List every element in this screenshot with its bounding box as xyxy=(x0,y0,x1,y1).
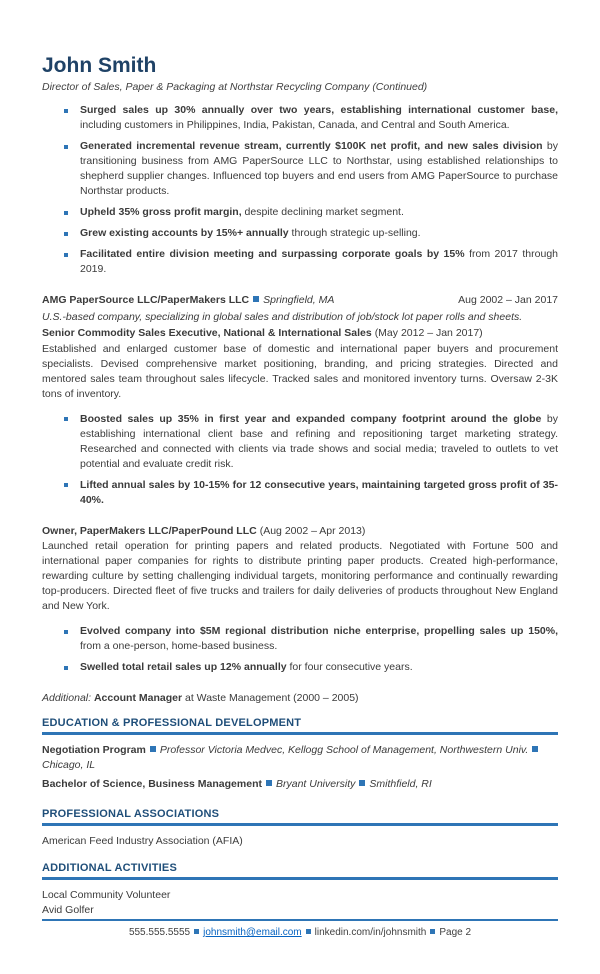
separator-square-icon xyxy=(194,929,199,934)
section-associations xyxy=(42,808,558,849)
role-summary: Launched retail operation for printing papers and related products. Negotiated with Fortune 500 and international paper companies for rights to distribute printing paper products. Created high-performance, rewarding culture by setting challenging individual targets, monitoring performance and continually rewarding top-producers. Directed fleet of five trucks and trailers for daily deliveries of products throughout New England and New York. xyxy=(42,540,558,613)
section-activities xyxy=(42,862,558,919)
separator-square-icon xyxy=(150,746,156,752)
bullet-rest: from 2017 through 2019. xyxy=(80,248,558,276)
bullet-rest: for four consecutive years. xyxy=(289,661,413,674)
edu-detail: Professor Victoria Medvec, Kellogg School of Management, Northwestern Univ. xyxy=(159,743,529,756)
role-title-line xyxy=(42,325,558,342)
company-header xyxy=(42,292,558,309)
footer-contact-line xyxy=(42,927,558,938)
bullet-lead: Evolved company into $5M regional distribution niche enterprise, propelling sales up 150%, xyxy=(80,625,558,638)
role-bullet-list xyxy=(42,624,558,675)
footer-page-number: Page 2 xyxy=(439,927,472,939)
section-title-activities: ADDITIONAL ACTIVITIES xyxy=(42,862,177,875)
additional-note xyxy=(42,692,558,704)
bullet-item xyxy=(42,205,558,220)
continued-bullet-list xyxy=(42,103,558,283)
bullet-lead: Upheld 35% gross profit margin, xyxy=(80,206,242,219)
bullet-rest: by transitioning business from AMG PaperSource LLC to Northstar, using established relationships to shepherd supplier changes. Influenced top buyers and end users from AMG PaperSource to purchase Northstar products. xyxy=(80,140,558,198)
additional-label: Additional: xyxy=(42,692,92,705)
activity-item: Avid Golfer xyxy=(42,904,94,917)
bullet-lead: Facilitated entire division meeting and surpassing corporate goals by 15% xyxy=(80,248,465,261)
company-dates: Aug 2002 – Jan 2017 xyxy=(458,294,558,307)
owner-role-block xyxy=(42,523,558,682)
bullet-item xyxy=(42,247,558,277)
bullet-item xyxy=(42,226,558,241)
bullet-item xyxy=(42,624,558,654)
role-subtitle: Director of Sales, Paper & Packaging at Northstar Recycling Company (Continued) xyxy=(42,81,428,94)
association-item: American Feed Industry Association (AFIA) xyxy=(42,834,243,847)
company-name: AMG PaperSource LLC/PaperMakers LLC xyxy=(42,294,250,307)
education-items xyxy=(42,743,558,793)
bullet-lead: Surged sales up 30% annually over two years, establishing international customer base, xyxy=(80,104,558,117)
bullet-item xyxy=(42,139,558,199)
role-summary: Established and enlarged customer base of domestic and international paper buyers and procurement specialists. Devised comprehensive market positioning, branding, and pricing strategies. Directed and mentored sales team throughout sales lifecycle. Tracked sales and monitored inventory turns. Oversaw 2-3K tons of inventory. xyxy=(42,342,558,400)
company-description: U.S.-based company, specializing in global sales and distribution of job/stock lot paper rolls and sheets. xyxy=(42,310,523,323)
edu-program: Bachelor of Science, Business Management xyxy=(42,777,262,790)
bullet-rest: including customers in Philippines, India, Pakistan, Canada, and Central and South America. xyxy=(80,119,510,132)
separator-square-icon xyxy=(306,929,311,934)
bullet-item xyxy=(42,412,558,472)
edu-location: Smithfield, RI xyxy=(369,777,432,790)
edu-detail: Bryant University xyxy=(276,777,356,790)
separator-square-icon xyxy=(532,746,538,752)
separator-square-icon xyxy=(430,929,435,934)
bullet-item xyxy=(42,103,558,133)
separator-square-icon xyxy=(253,296,259,302)
bullet-item xyxy=(42,660,558,675)
bullet-lead: Grew existing accounts by 15%+ annually xyxy=(80,227,289,240)
role-title-line xyxy=(42,523,558,540)
section-title-associations: PROFESSIONAL ASSOCIATIONS xyxy=(42,808,220,821)
page-title: John Smith xyxy=(42,54,157,77)
bullet-item xyxy=(42,478,558,508)
role-dates: (Aug 2002 – Apr 2013) xyxy=(259,524,366,537)
section-education xyxy=(42,717,558,795)
bullet-rest: from a one-person, home-based business. xyxy=(80,640,278,653)
edu-location: Chicago, IL xyxy=(42,759,96,772)
bullet-lead: Swelled total retail sales up 12% annually xyxy=(80,661,287,674)
company-name-location xyxy=(42,292,334,309)
education-item xyxy=(42,777,558,793)
bullet-rest: by establishing international client base and refining and repositioning target marketing strategy. Researched and connected with clients via trade shows and social media; traveled to outlets to vet potential and evaluate credit risk. xyxy=(80,412,558,470)
role-title: Senior Commodity Sales Executive, National & International Sales xyxy=(42,327,372,340)
role-title: Owner, PaperMakers LLC/PaperPound LLC xyxy=(42,524,257,537)
section-title-education: EDUCATION & PROFESSIONAL DEVELOPMENT xyxy=(42,717,302,730)
section-rule xyxy=(42,877,558,880)
bullet-rest: despite declining market segment. xyxy=(244,206,404,219)
role-bullet-list xyxy=(42,412,558,508)
bullet-lead: Generated incremental revenue stream, currently $100K net profit, and new sales division xyxy=(80,140,543,153)
additional-rest: at Waste Management (2000 – 2005) xyxy=(185,692,359,705)
company-location: Springfield, MA xyxy=(263,294,335,307)
education-item xyxy=(42,743,558,774)
separator-square-icon xyxy=(266,780,272,786)
section-rule xyxy=(42,732,558,735)
bullet-lead: Lifted annual sales by 10-15% for 12 consecutive years, maintaining targeted gross profit of 35-40%. xyxy=(80,478,558,506)
footer-phone: 555.555.5555 xyxy=(128,927,191,939)
footer-rule xyxy=(42,919,558,922)
edu-program: Negotiation Program xyxy=(42,743,146,756)
additional-role: Account Manager xyxy=(93,692,183,705)
section-rule xyxy=(42,823,558,826)
company-block xyxy=(42,292,558,514)
separator-square-icon xyxy=(359,780,365,786)
bullet-lead: Boosted sales up 35% in first year and expanded company footprint around the globe xyxy=(80,412,542,425)
bullet-rest: through strategic up-selling. xyxy=(291,227,421,240)
footer-email-link[interactable]: johnsmith@email.com xyxy=(203,927,302,939)
role-dates: (May 2012 – Jan 2017) xyxy=(374,327,483,340)
activity-item: Local Community Volunteer xyxy=(42,888,171,901)
activity-items xyxy=(42,888,558,919)
footer-linkedin: linkedin.com/in/johnsmith xyxy=(314,927,427,939)
page-footer xyxy=(42,919,558,974)
